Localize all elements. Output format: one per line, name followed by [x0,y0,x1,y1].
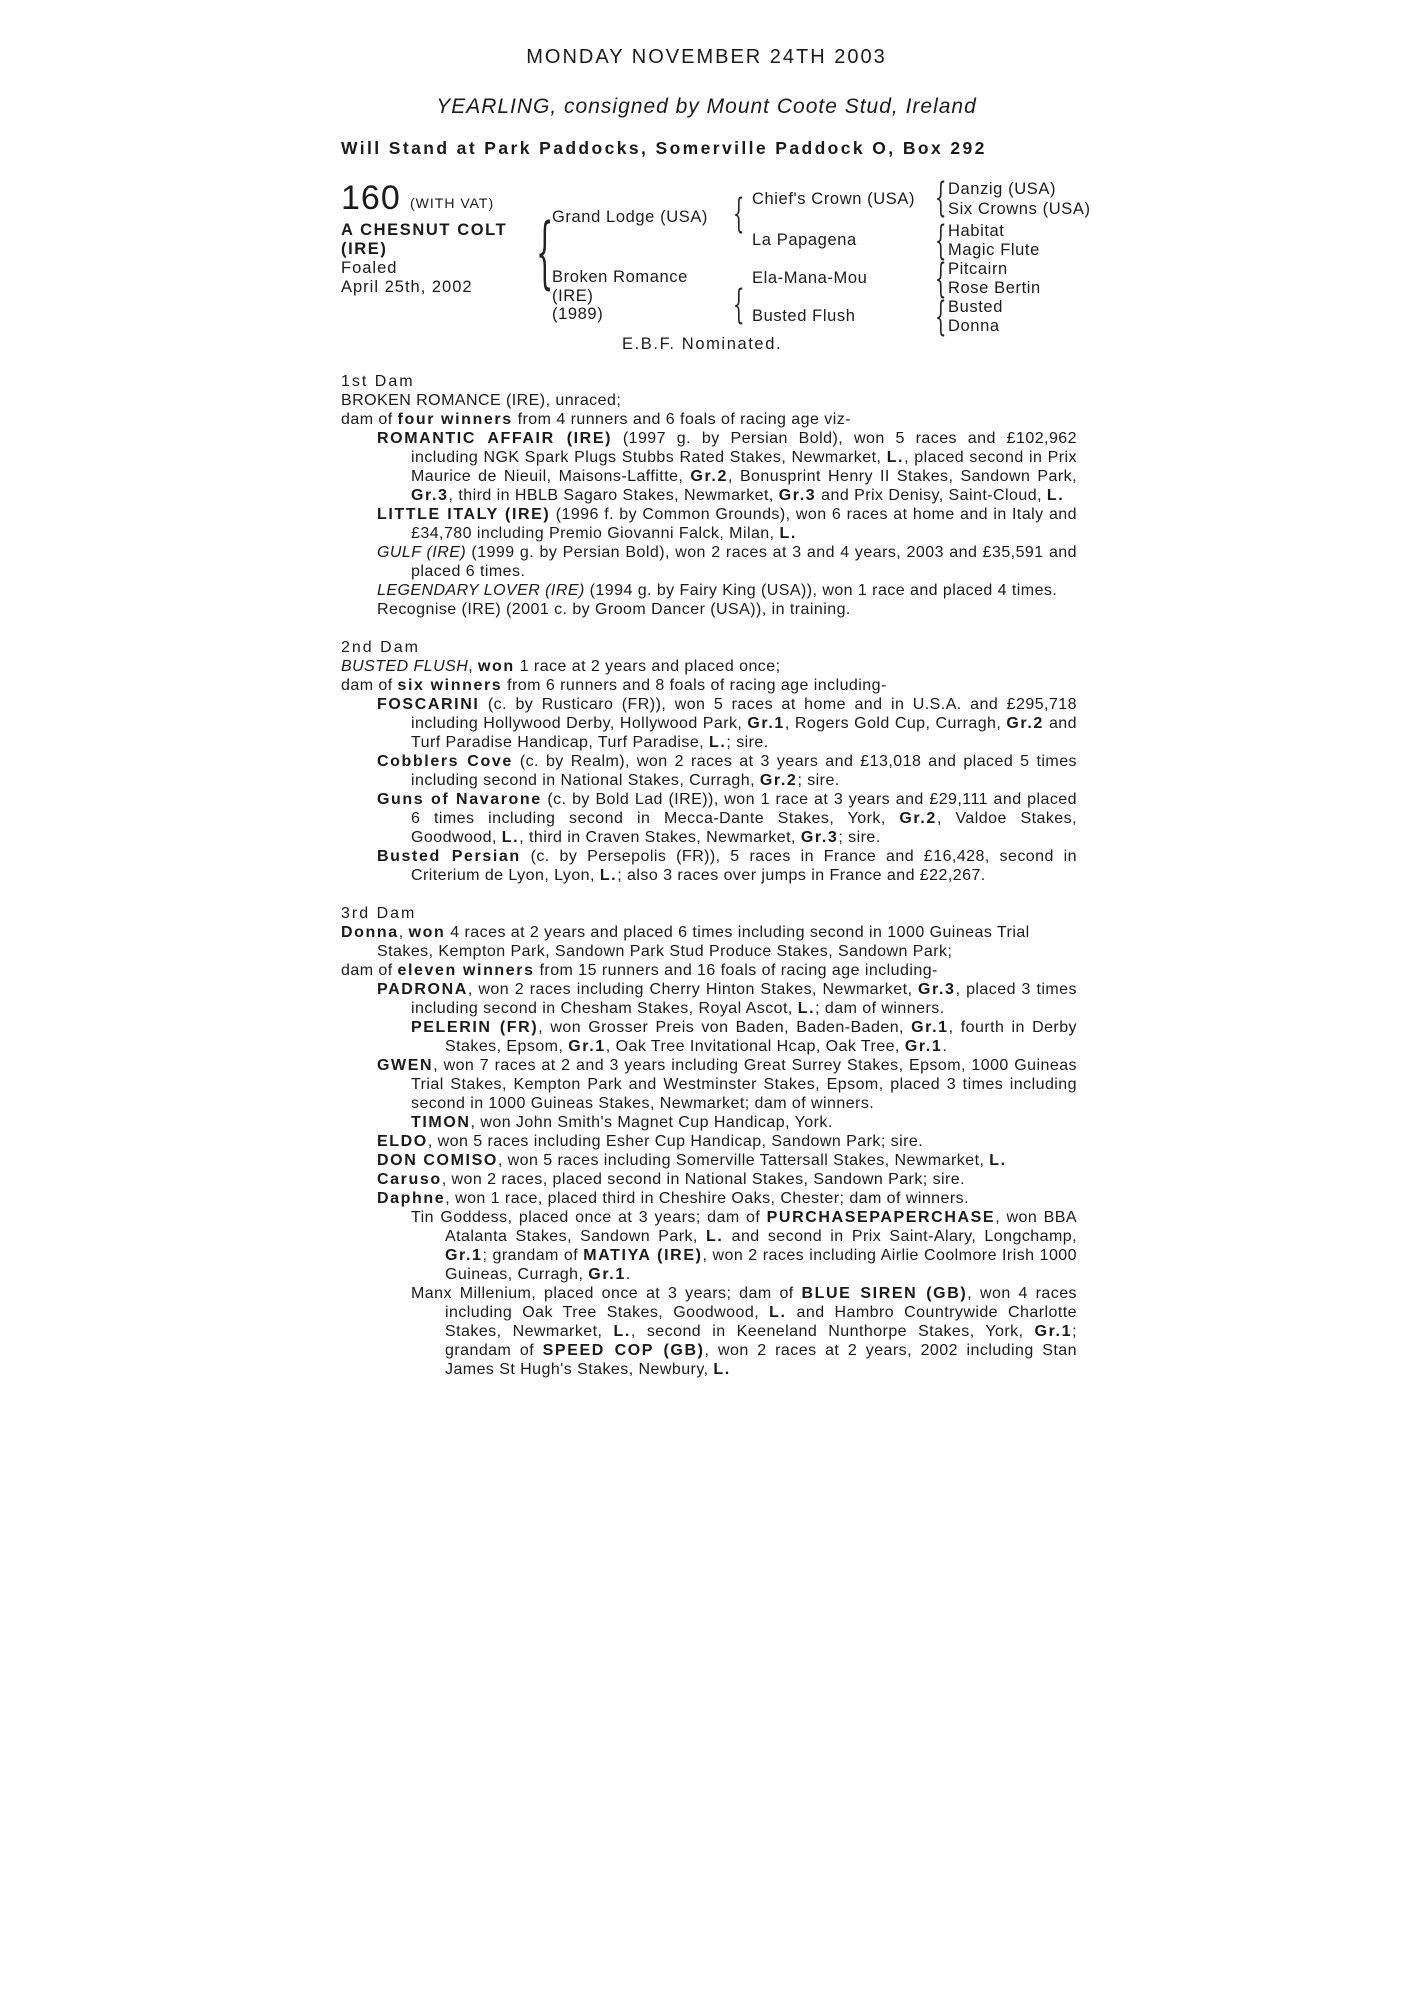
pedigree-notes [341,372,1077,1379]
stand-location: Will Stand at Park Paddocks, Somerville Paddock O, Box 292 [341,138,987,158]
pedigree-ssd: Six Crowns (USA) [948,200,1091,218]
third-dam-line2: dam of eleven winners from 15 runners and 16 foals of racing age including- [341,962,938,979]
third-dam-heading: 3rd Dam [341,905,417,922]
pedigree-dam-sire: Ela-Mana-Mou [752,269,868,287]
ebf-nominated: E.B.F. Nominated. [622,335,783,353]
pedigree-dam-line2: (IRE) [552,287,594,305]
first-dam-entry-2: LITTLE ITALY (IRE) (1996 f. by Common Grounds), won 6 races at home and in Italy and £34,780 including Premio Giovanni Falck, Milan, L. [377,506,1077,542]
first-dam-entry-3: GULF (IRE) (1999 g. by Persian Bold), won 2 races at 3 and 4 years, 2003 and £35,591 and placed 6 times. [377,544,1077,580]
pedigree-dam-line3: (1989) [552,305,604,323]
third-dam-entry-doncomiso: DON COMISO, won 5 races including Somerville Tattersall Stakes, Newmarket, L. [377,1152,1007,1169]
second-dam-entry-4: Busted Persian (c. by Persepolis (FR)), 5 races in France and £16,428, second in Criterium de Lyon, Lyon, L.; also 3 races over jumps in France and £22,267. [377,848,1077,884]
third-dam-entry-gwen: GWEN, won 7 races at 2 and 3 years including Great Surrey Stakes, Epsom, 1000 Guineas Trial Stakes, Kempton Park and Westminster Stakes, Epsom, placed 3 times including second in 1000 Guineas Stakes, Newmarket; dam of winners. [377,1057,1077,1112]
pedigree-brace-sd: { [935,218,947,264]
second-dam-line2: dam of six winners from 6 runners and 8 foals of racing age including- [341,677,887,694]
pedigree-sds: Habitat [948,222,1005,240]
first-dam-heading: 1st Dam [341,373,415,390]
first-dam-entry-1: ROMANTIC AFFAIR (IRE) (1997 g. by Persian Bold), won 5 races and £102,962 including NGK Spark Plugs Stubbs Rated Stakes, Newmarket, L., placed second in Prix Maurice de Nieuil, Maisons-Laffitte, Gr.2, Bonusprint Henry II Stakes, Sandown Park, Gr.3, third in HBLB Sagaro Stakes, Newmarket, Gr.3 and Prix Denisy, Saint-Cloud, L. [377,430,1078,504]
third-dam-entry-timon: TIMON, won John Smith's Magnet Cup Handicap, York. [411,1114,833,1131]
third-dam-entry-pelerin: PELERIN (FR), won Grosser Preis von Baden, Baden-Baden, Gr.1, fourth in Derby Stakes, Epsom, Gr.1, Oak Tree Invitational Hcap, Oak Tree, Gr.1. [411,1019,1077,1055]
third-dam-section [341,904,1077,1379]
second-dam-entry-3: Guns of Navarone (c. by Bold Lad (IRE)), won 1 race at 3 years and £29,111 and placed 6 times including second in Mecca-Dante Stakes, York, Gr.2, Valdoe Stakes, Goodwood, L., third in Craven Stakes, Newmarket, Gr.3; sire. [377,791,1078,846]
pedigree-brace-dam: { [733,282,745,328]
first-dam-line1: BROKEN ROMANCE (IRE), unraced; [341,392,622,409]
foaled-label: Foaled [341,259,398,277]
third-dam-entry-manx-millenium: Manx Millenium, placed once at 3 years; dam of BLUE SIREN (GB), won 4 races including Oak Tree Stakes, Goodwood, L. and Hambro Countrywide Charlotte Stakes, Newmarket, L., second in Keeneland Nunthorpe Stakes, York, Gr.1; grandam of SPEED COP (GB), won 2 races at 2 years, 2002 including Stan James St Hugh's Stakes, Newbury, L. [411,1285,1077,1378]
second-dam-section [341,638,1077,885]
pedigree-dsd: Rose Bertin [948,279,1041,297]
pedigree-dds: Busted [948,298,1003,316]
pedigree-brace-ss: { [935,175,947,221]
pedigree-sire-dam: La Papagena [752,231,857,249]
pedigree-sdd: Magic Flute [948,241,1040,259]
lot-desc-line2: (IRE) [341,240,388,258]
pedigree-sire: Grand Lodge (USA) [552,208,709,226]
second-dam-heading: 2nd Dam [341,639,420,656]
first-dam-entry-4: LEGENDARY LOVER (IRE) (1994 g. by Fairy King (USA)), won 1 race and placed 4 times. [377,582,1058,599]
pedigree-brace-ds: { [935,256,947,302]
third-dam-line1: Donna, won 4 races at 2 years and placed 6 times including second in 1000 Guineas Trial Stakes, Kempton Park, Sandown Park Stud Produce Stakes, Sandown Park; [341,924,1030,960]
lot-description [341,221,521,297]
second-dam-entry-2: Cobblers Cove (c. by Realm), won 2 races at 3 years and £13,018 and placed 5 times including second in National Stakes, Curragh, Gr.2; sire. [377,753,1078,789]
first-dam-section [341,372,1077,619]
third-dam-entry-padrona: PADRONA, won 2 races including Cherry Hinton Stakes, Newmarket, Gr.3, placed 3 times including second in Chesham Stakes, Royal Ascot, L.; dam of winners. [377,981,1077,1017]
third-dam-entry-eldo: ELDO, won 5 races including Esher Cup Handicap, Sandown Park; sire. [377,1133,924,1150]
first-dam-entry-5: Recognise (IRE) (2001 c. by Groom Dancer (USA)), in training. [377,601,851,618]
pedigree-brace-dd: { [935,294,947,340]
pedigree-brace-main: { [536,208,554,298]
pedigree-dam-line1: Broken Romance [552,268,688,286]
foaled-date: April 25th, 2002 [341,278,473,296]
lot-desc-line1: A CHESNUT COLT [341,221,508,239]
third-dam-entry-tin-goddess: Tin Goddess, placed once at 3 years; dam of PURCHASEPAPERCHASE, won BBA Atalanta Stakes, Sandown Park, L. and second in Prix Saint-Alary, Longchamp, Gr.1; grandam of MATIYA (IRE), won 2 races including Airlie Coolmore Irish 1000 Guineas, Curragh, Gr.1. [411,1209,1077,1283]
lot-number: 160 [341,179,401,217]
third-dam-entry-caruso: Caruso, won 2 races, placed second in National Stakes, Sandown Park; sire. [377,1171,966,1188]
sale-date: MONDAY NOVEMBER 24TH 2003 [526,46,887,68]
pedigree-dss: Pitcairn [948,260,1008,278]
first-dam-line2: dam of four winners from 4 runners and 6 foals of racing age viz- [341,411,851,428]
pedigree-ddd: Donna [948,317,1000,335]
third-dam-entry-daphne: Daphne, won 1 race, placed third in Cheshire Oaks, Chester; dam of winners. [377,1190,970,1207]
pedigree-sss: Danzig (USA) [948,180,1057,198]
second-dam-line1: BUSTED FLUSH, won 1 race at 2 years and placed once; [341,658,781,675]
lot-vat: (WITH VAT) [410,195,495,211]
pedigree-dam-dam: Busted Flush [752,307,856,325]
pedigree-brace-sire: { [733,191,745,237]
second-dam-entry-1: FOSCARINI (c. by Rusticaro (FR)), won 5 races at home and in U.S.A. and £295,718 including Hollywood Derby, Hollywood Park, Gr.1, Rogers Gold Cup, Curragh, Gr.2 and Turf Paradise Handicap, Turf Paradise, L.; sire. [377,696,1077,751]
consignment-line: YEARLING, consigned by Mount Coote Stud, Ireland [436,95,977,118]
pedigree-sire-sire: Chief's Crown (USA) [752,190,916,208]
